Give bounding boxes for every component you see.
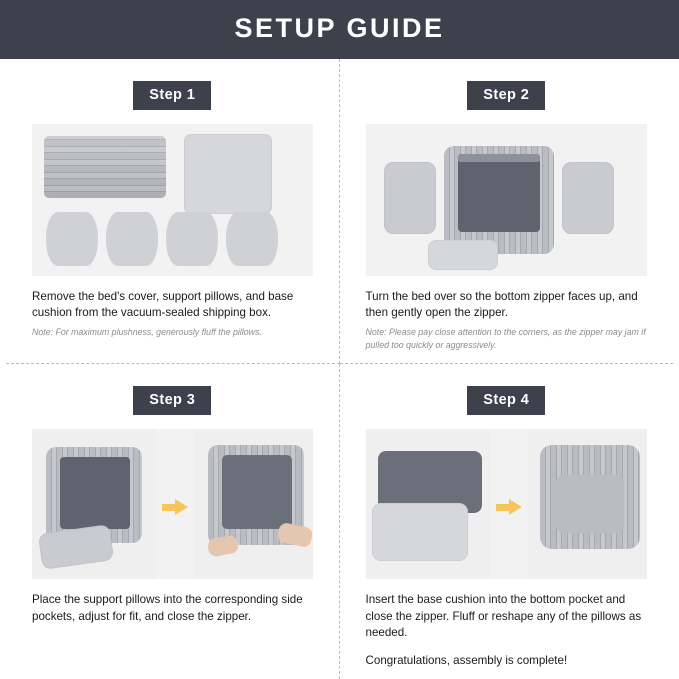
step-4-caption: Insert the base cushion into the bottom pocket and close the zipper. Fluff or reshape any of the pillows as needed. [365,593,642,640]
step-4-congrats: Congratulations, assembly is complete! [365,653,568,667]
bolster-pillow-1 [46,212,98,266]
bolster-pillow-2 [106,212,158,266]
page-title: SETUP GUIDE [234,13,445,43]
side-pillow-right [562,162,614,234]
step3-interior-after [222,455,292,529]
step-2-cell [340,59,674,364]
step4-arrow-icon [496,499,522,515]
step3-interior-before [60,457,130,529]
open-zipper-interior [458,158,540,232]
step2-open-zipper-photo [366,124,648,276]
step-3-caption: Place the support pillows into the corresponding side pockets, adjust for fit, and close the zipper. [32,593,303,623]
step4-base-cushion [372,503,468,561]
step-3-badge: Step 3 [133,386,211,415]
step-1-cell [6,59,340,364]
bolster-pillow-3 [166,212,218,266]
step-1-badge: Step 1 [133,81,211,110]
step-3-badge-wrap [32,386,313,415]
step4-finished-interior [556,475,624,533]
page-header [0,0,679,59]
step1-unboxed-components-photo [32,124,313,276]
step-4-badge-wrap [366,386,648,415]
step-1-badge-wrap [32,81,313,110]
step-3-cell [6,364,340,679]
step-2-caption: Turn the bed over so the bottom zipper faces up, and then gently open the zipper. [365,290,638,320]
zipper-track [458,154,540,162]
step-1-caption: Remove the bed's cover, support pillows, and base cushion from the vacuum-sealed shipping box. [32,290,294,320]
step-1-note: Note: For maximum plushness, generously fluff the pillows. [32,326,262,337]
bolster-pillow-4 [226,212,278,266]
large-pillow-shape [184,134,272,214]
step3-arrow-icon [162,499,188,515]
step-2-note: Note: Please pay close attention to the corners, as the zipper may jam if pulled too quickly or aggressively. [365,326,646,350]
step-4-badge: Step 4 [467,386,545,415]
step3-insert-side-pillows-photo [32,429,313,579]
steps-grid [0,59,679,679]
folded-cover-shading [44,136,166,198]
side-pillow-left [384,162,436,234]
step-2-badge: Step 2 [467,81,545,110]
step4-insert-base-cushion-photo [366,429,648,579]
step-2-badge-wrap [366,81,648,110]
step-4-cell [340,364,674,679]
base-cushion-shape [428,240,498,270]
